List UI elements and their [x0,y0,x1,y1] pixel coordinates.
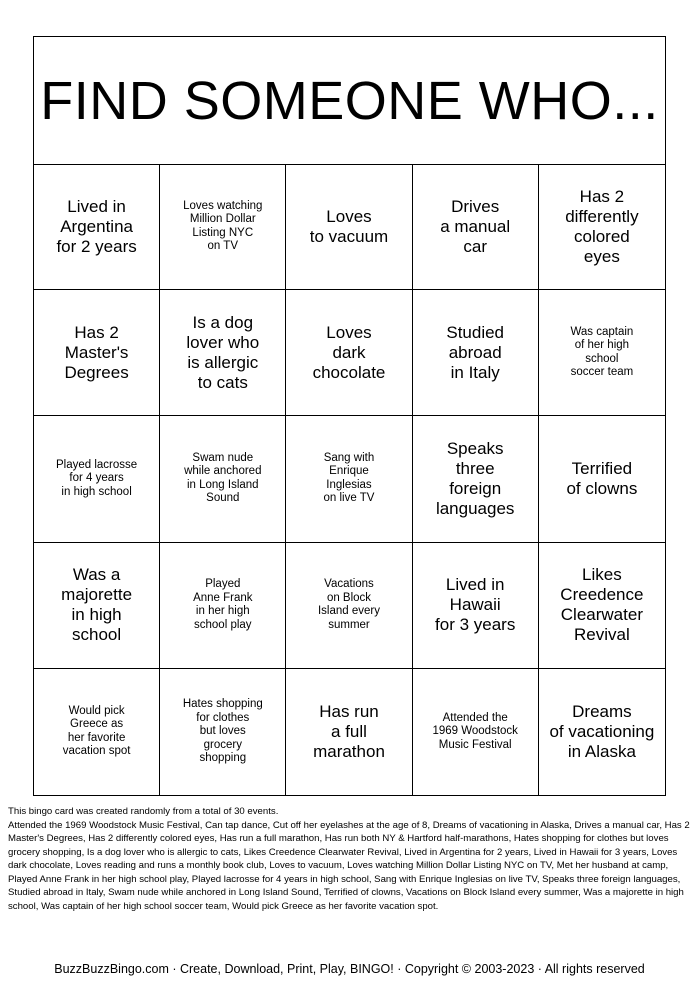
footer-copyright: BuzzBuzzBingo.com · Create, Download, Print, Play, BINGO! · Copyright © 2003-2023 · All rights reserved [54,962,645,976]
bingo-cell-r1-c4: Drives a manual car [413,164,539,290]
bingo-grid [34,164,665,795]
bingo-cell-r2-c3: Loves dark chocolate [286,290,412,416]
bingo-cell-r4-c3: Vacations on Block Island every summer [286,543,412,669]
bingo-cell-r2-c4: Studied abroad in Italy [413,290,539,416]
bingo-cell-r4-c1: Was a majorette in high school [34,543,160,669]
bingo-cell-r5-c5: Dreams of vacationing in Alaska [549,701,655,761]
bingo-cell-r3-c1: Played lacrosse for 4 years in high school [34,416,160,542]
bingo-cell-r4-c2: Played Anne Frank in her high school play [160,543,286,669]
bingo-cell-r5-c2: Hates shopping for clothes but loves grocery shopping [160,669,286,795]
bingo-cell-r5-c3: Has run a full marathon [286,669,412,795]
bingo-cell-r3-c2: Swam nude while anchored in Long Island Sound [160,416,286,542]
bingo-cell-r1-c1: Lived in Argentina for 2 years [34,164,160,290]
bingo-cell-r5-c1: Would pick Greece as her favorite vacation spot [34,669,160,795]
card-title: FIND SOMEONE WHO... [34,37,665,165]
footnote [8,805,691,913]
bingo-cell-r5-c4: Attended the 1969 Woodstock Music Festival [413,669,539,795]
bingo-cell-r1-c5: Has 2 differently colored eyes [539,164,665,290]
bingo-cell-r3-c4: Speaks three foreign languages [413,416,539,542]
bingo-cell-r2-c2: Is a dog lover who is allergic to cats [160,290,286,416]
bingo-cell-r2-c5: Was captain of her high school soccer team [539,290,665,416]
bingo-card [33,36,666,796]
bingo-cell-r3-c5: Terrified of clowns [539,416,665,542]
bingo-cell-r2-c1: Has 2 Master's Degrees [34,290,160,416]
bingo-cell-r1-c2: Loves watching Million Dollar Listing NYC on TV [160,164,286,290]
footnote-event-list: Attended the 1969 Woodstock Music Festival, Can tap dance, Cut off her eyelashes at the age of 8, Dreams of vacationing in Alaska, Drives a manual car, Has 2 Master's Degrees, Has 2 differently colored eyes, Has run a full marathon, Has run both NY & Hartford half-marathons, Hates shopping for clothes but loves grocery shopping, Is a dog lover who is allergic to cats, Likes Creedence Clearwater Revival, Lived in Argentina for 2 years, Lived in Hawaii for 3 years, Loves dark chocolate, Loves reading and runs a monthly book club, Loves to vacuum, Loves watching Million Dollar Listing NYC on TV, Met her husband at camp, Played Anne Frank in her high school play, Played lacrosse for 4 years in high school, Sang with Enrique Inglesias on live TV, Speaks three foreign languages, Studied abroad in Italy, Swam nude while anchored in Long Island Sound, Terrified of clowns, Vacations on Block Island every summer, Was a majorette in high school, Was captain of her high school soccer team, Would pick Greece as her favorite vacation spot. [8,819,690,912]
bingo-cell-r4-c4: Lived in Hawaii for 3 years [413,543,539,669]
bingo-cell-r4-c5: Likes Creedence Clearwater Revival [539,543,665,669]
footnote-intro: This bingo card was created randomly from a total of 30 events. [8,806,279,817]
bingo-cell-r3-c3: Sang with Enrique Inglesias on live TV [286,416,412,542]
bingo-cell-r1-c3: Loves to vacuum [286,164,412,290]
